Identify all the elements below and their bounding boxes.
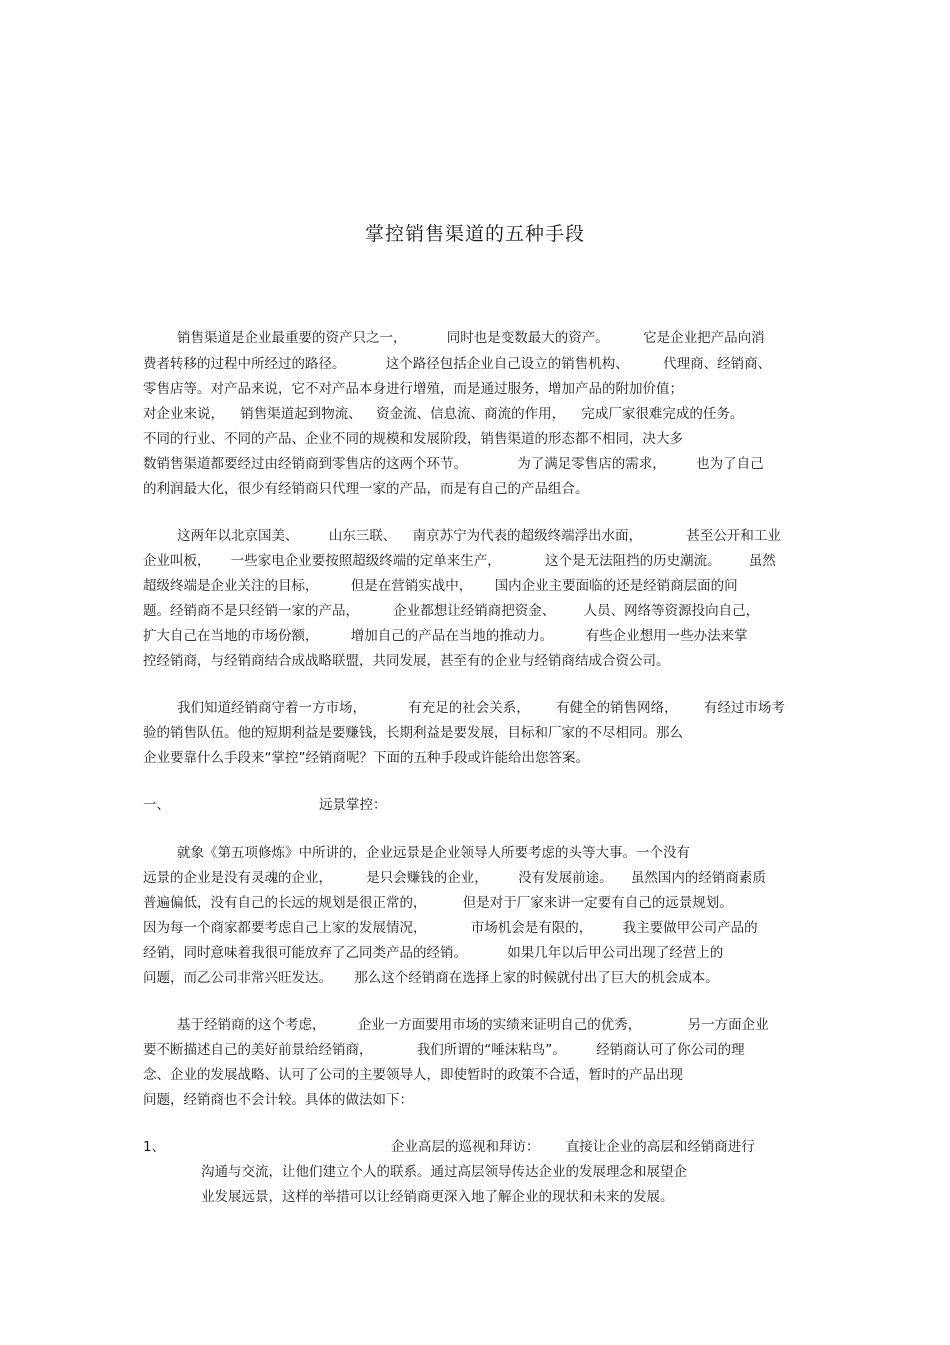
- text-fragment: 企业要靠什么手段来“掌控”经销商呢？下面的五种手段或许能给出您答案。: [143, 750, 589, 766]
- list-item-title: 企业高层的巡视和拜访：: [391, 1139, 540, 1155]
- text-line: [143, 601, 759, 621]
- text-fragment: 普遍偏低，没有自己的长远的规划是很正常的，: [143, 895, 427, 911]
- text-fragment: 基于经销商的这个考虑，: [177, 1017, 326, 1033]
- text-line: [143, 918, 758, 938]
- text-fragment: 零售店等。对产品来说，它不对产品本身进行增殖，而是通过服务，增加产品的附加价值；: [143, 381, 683, 397]
- text-line: [143, 723, 683, 743]
- text-fragment: 不同的行业、不同的产品、企业不同的规模和发展阶段，销售渠道的形态都不相同，决大多: [143, 431, 683, 447]
- text-line: [177, 843, 690, 863]
- text-fragment: 代理商、经销商、: [663, 356, 772, 372]
- text-fragment: 另一方面企业: [687, 1017, 769, 1033]
- text-line: [143, 748, 589, 768]
- text-line: [143, 576, 738, 596]
- text-fragment: 超级终端是企业关注的目标，: [143, 578, 319, 594]
- text-line: [143, 429, 683, 449]
- text-fragment: 有经过市场考: [703, 700, 785, 716]
- text-line: [201, 1187, 674, 1207]
- text-fragment: 南京苏宁为代表的超级终端浮出水面，: [412, 528, 643, 544]
- text-fragment: 企业一方面要用市场的实绩来证明自己的优秀，: [357, 1017, 642, 1033]
- text-fragment: 一些家电企业要按照超级终端的定单来生产，: [230, 553, 501, 569]
- text-fragment: 就象《第五项修炼》中所讲的，企业远景是企业领导人所要考虑的头等大事。一个没有: [177, 845, 690, 861]
- text-line: [143, 1040, 745, 1060]
- text-fragment: 的利润最大化，很少有经销商只代理一家的产品，而是有自己的产品组合。: [143, 481, 589, 497]
- text-fragment: 是只会赚钱的企业，: [366, 870, 488, 886]
- text-fragment: 那么这个经销商在选择上家的时候就付出了巨大的机会成本。: [354, 970, 719, 986]
- text-fragment: 我们知道经销商守着一方市场，: [177, 700, 366, 716]
- section-title: 远景掌控：: [319, 797, 387, 813]
- text-line: [143, 651, 670, 671]
- text-fragment: 直接让企业的高层和经销商进行: [565, 1139, 755, 1155]
- text-fragment: 资金流、信息流、商流的作用，: [376, 406, 566, 422]
- text-fragment: 虽然: [748, 553, 776, 569]
- document-title: 掌控销售渠道的五种手段: [364, 223, 585, 245]
- text-line: [143, 454, 764, 474]
- text-line: [177, 698, 785, 718]
- text-line: [143, 868, 766, 888]
- text-fragment: 同时也是变数最大的资产。: [446, 330, 609, 346]
- text-fragment: 问题，而乙公司非常兴旺发达。: [143, 970, 332, 986]
- text-fragment: 有些企业想用一些办法来掌: [585, 628, 748, 644]
- text-fragment: 验的销售队伍。他的短期利益是要赚钱，长期利益是要发展，目标和厂家的不尽相同。那么: [143, 725, 683, 741]
- text-line: [143, 404, 743, 424]
- text-fragment: 市场机会是有限的，: [470, 920, 593, 936]
- text-fragment: 甚至公开和工业: [686, 528, 781, 544]
- text-line: [177, 328, 765, 348]
- text-line: [143, 1090, 413, 1110]
- text-fragment: 也为了自己: [696, 456, 764, 472]
- text-fragment: 远景的企业是没有灵魂的企业，: [143, 870, 332, 886]
- list-item-heading: [143, 1137, 755, 1157]
- text-line: [201, 1162, 687, 1182]
- text-fragment: 但是在营销实战中，: [350, 578, 473, 594]
- text-fragment: 山东三联、: [328, 528, 397, 544]
- text-fragment: 企业叫板，: [143, 553, 211, 569]
- text-line: [143, 379, 683, 399]
- text-line: [143, 968, 719, 988]
- text-fragment: 我主要做甲公司产品的: [622, 920, 758, 936]
- text-fragment: 因为每一个商家都要考虑自己上家的发展情况，: [143, 920, 427, 936]
- text-fragment: 增加自己的产品在当地的推动力。: [350, 628, 554, 644]
- text-fragment: 对企业来说，: [143, 406, 224, 422]
- text-fragment: 业发展远景，这样的举措可以让经销商更深入地了解企业的现状和未来的发展。: [201, 1189, 674, 1205]
- text-fragment: 扩大自己在当地的市场份额，: [143, 628, 319, 644]
- text-fragment: 为了满足零售店的需求，: [517, 456, 666, 472]
- text-fragment: 这两年以北京国美、: [177, 528, 299, 544]
- text-fragment: 销售渠道是企业最重要的资产只之一，: [177, 330, 407, 346]
- text-line: [143, 943, 723, 963]
- text-fragment: 费者转移的过程中所经过的路径。: [143, 356, 346, 372]
- text-fragment: 要不断描述自己的美好前景给经销商，: [143, 1042, 373, 1058]
- text-fragment: 我们所谓的“唾沫粘鸟”。: [416, 1042, 566, 1058]
- text-fragment: 控经销商，与经销商结合成战略联盟，共同发展，甚至有的企业与经销商结成合资公司。: [143, 653, 670, 669]
- section-number: 一、: [143, 797, 170, 813]
- text-fragment: 国内企业主要面临的还是经销商层面的问: [494, 578, 738, 594]
- text-fragment: 销售渠道起到物流、: [240, 406, 362, 422]
- text-fragment: 经销商认可了你公司的理: [596, 1042, 745, 1058]
- text-fragment: 如果几年以后甲公司出现了经营上的: [507, 945, 724, 961]
- text-line: [143, 1065, 683, 1085]
- text-line: [177, 526, 781, 546]
- list-number: 1、: [143, 1139, 166, 1155]
- text-fragment: 经销，同时意味着我很可能放弃了乙同类产品的经销。: [143, 945, 467, 961]
- text-fragment: 有健全的销售网络，: [556, 700, 678, 716]
- text-fragment: 它是企业把产品向消: [643, 330, 765, 346]
- text-fragment: 数销售渠道都要经过由经销商到零售店的这两个环节。: [143, 456, 467, 472]
- text-line: [143, 626, 748, 646]
- text-fragment: 问题，经销商也不会计较。具体的做法如下：: [143, 1092, 413, 1108]
- text-fragment: 人员、网络等资源投向自己，: [583, 603, 760, 619]
- text-fragment: 完成厂家很难完成的任务。: [581, 406, 744, 422]
- text-fragment: 没有发展前途。: [518, 870, 613, 886]
- text-fragment: 企业都想让经销商把资金、: [393, 603, 556, 619]
- section-heading: [143, 795, 387, 815]
- text-line: [177, 1015, 769, 1035]
- text-fragment: 虽然国内的经销商素质: [630, 870, 766, 886]
- text-line: [143, 893, 733, 913]
- text-fragment: 有充足的社会关系，: [408, 700, 530, 716]
- text-line: [143, 551, 776, 571]
- text-line: [143, 354, 771, 374]
- text-fragment: 沟通与交流，让他们建立个人的联系。通过高层领导传达企业的发展理念和展望企: [201, 1164, 687, 1180]
- text-fragment: 题。经销商不是只经销一家的产品，: [143, 603, 359, 619]
- text-line: [143, 479, 589, 499]
- text-fragment: 念、企业的发展战略、认可了公司的主要领导人，即使暂时的政策不合适，暂时的产品出现: [143, 1067, 683, 1083]
- text-fragment: 但是对于厂家来讲一定要有自己的远景规划。: [462, 895, 733, 911]
- text-fragment: 这个是无法阻挡的历史潮流。: [545, 553, 721, 569]
- text-fragment: 这个路径包括企业自己设立的销售机构、: [385, 356, 629, 372]
